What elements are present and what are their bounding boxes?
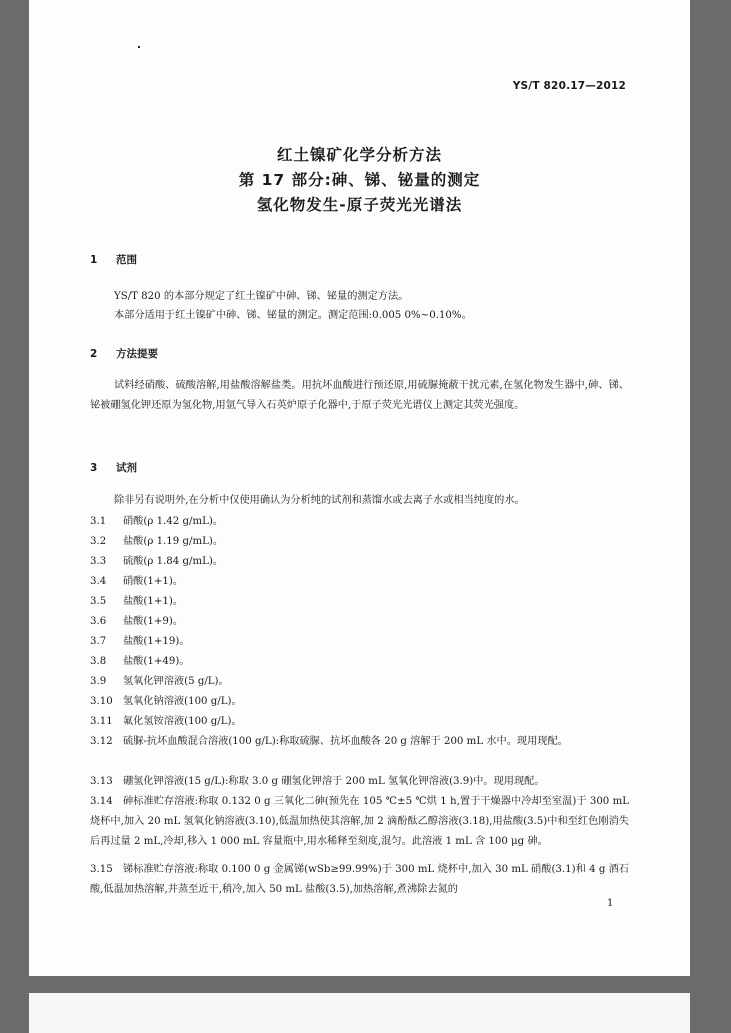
reagent-item	[90, 860, 629, 900]
reagent-text: 盐酸(ρ 1.19 g/mL)。	[123, 536, 224, 547]
title-line-1: 红土镍矿化学分析方法	[276, 146, 442, 164]
reagent-item	[90, 652, 629, 672]
next-page-edge	[29, 993, 690, 1033]
title-line-3: 氢化物发生-原子荧光光谱法	[256, 196, 463, 214]
reagent-item	[90, 612, 629, 632]
reagent-number: 3.1	[90, 516, 107, 527]
reagent-item	[90, 692, 629, 712]
reagent-item	[90, 632, 629, 652]
reagent-number: 3.10	[90, 696, 113, 707]
reagent-number: 3.9	[90, 676, 107, 687]
reagent-item	[90, 552, 629, 572]
reagent-text: 盐酸(1+49)。	[123, 656, 190, 667]
reagent-number: 3.15	[90, 864, 113, 875]
reagent-number: 3.6	[90, 616, 107, 627]
reagent-text: 硫脲-抗坏血酸混合溶液(100 g/L):称取硫脲、抗坏血酸各 20 g 溶解于 200 mL 水中。现用现配。	[123, 736, 568, 747]
reagent-number: 3.13	[90, 776, 113, 787]
reagent-text: 硼氢化钾溶液(15 g/L):称取 3.0 g 硼氢化钾溶于 200 mL 氢氧化钾溶液(3.9)中。现用现配。	[123, 776, 545, 787]
reagent-number: 3.7	[90, 636, 107, 647]
section-2-heading	[90, 346, 158, 361]
section-title: 方法提要	[116, 348, 158, 360]
scope-paragraph-2: 本部分适用于红土镍矿中砷、锑、铋量的测定。测定范围:0.005 0%~0.10%。	[114, 310, 472, 321]
reagent-item	[90, 672, 629, 692]
standard-code: YS/T 820.17—2012	[512, 80, 626, 92]
reagent-number: 3.3	[90, 556, 107, 567]
reagent-text: 盐酸(1+19)。	[123, 636, 190, 647]
reagent-text: 硝酸(1+1)。	[123, 576, 184, 587]
reagent-number: 3.5	[90, 596, 107, 607]
scan-speck	[138, 46, 140, 48]
reagent-item	[90, 732, 629, 752]
reagent-number: 3.11	[90, 716, 113, 727]
reagent-text: 砷标准贮存溶液:称取 0.132 0 g 三氧化二砷(预先在 105 ℃±5 ℃烘 1 h,置于干燥器中冷却至室温)于 300 mL 烧杯中,加入 20 mL 氢氧化钠溶液(3.10),低温加热使其溶解,加 2 滴酚酞乙醇溶液(3.18),用盐酸(3.5)中和至红色刚消失后再过量 2 mL,冷却,移入 1 000 mL 容量瓶中,用水稀释至刻度,混匀。此溶液 1 mL 含 100 μg 砷。	[90, 796, 629, 847]
reagent-item	[90, 772, 629, 792]
reagent-text: 硝酸(ρ 1.42 g/mL)。	[123, 516, 224, 527]
reagent-item	[90, 572, 629, 592]
reagent-item	[90, 512, 629, 532]
reagent-number: 3.2	[90, 536, 107, 547]
reagent-text: 盐酸(1+1)。	[123, 596, 184, 607]
section-1-heading	[90, 252, 137, 267]
reagent-item	[90, 532, 629, 552]
reagent-text: 盐酸(1+9)。	[123, 616, 184, 627]
reagent-item	[90, 712, 629, 732]
reagent-item	[90, 792, 629, 852]
reagent-text: 氟化氢铵溶液(100 g/L)。	[123, 716, 242, 727]
title-line-2: 第 17 部分:砷、锑、铋量的测定	[238, 171, 481, 189]
section-number: 2	[90, 348, 98, 360]
section-title: 范围	[116, 254, 137, 266]
reagent-number: 3.14	[90, 796, 113, 807]
principle-paragraph: 试料经硝酸、硫酸溶解,用盐酸溶解盐类。用抗坏血酸进行预还原,用硫脲掩蔽干扰元素,在氢化物发生器中,砷、锑、铋被硼氢化钾还原为氢化物,用氩气导入石英炉原子化器中,于原子荧光光谱仪上测定其荧光强度。	[90, 380, 629, 411]
document-page	[29, 0, 690, 976]
reagent-number: 3.4	[90, 576, 107, 587]
reagent-text: 锑标准贮存溶液:称取 0.100 0 g 金属锑(wSb≥99.99%)于 300 mL 烧杯中,加入 30 mL 硝酸(3.1)和 4 g 酒石酸,低温加热溶解,并蒸至近干,稍冷,加入 50 mL 盐酸(3.5),加热溶解,煮沸除去氮的	[90, 864, 629, 895]
reagent-number: 3.8	[90, 656, 107, 667]
section-title: 试剂	[116, 462, 137, 474]
reagent-item	[90, 592, 629, 612]
section-3-heading	[90, 460, 137, 475]
reagent-text: 氢氧化钾溶液(5 g/L)。	[123, 676, 229, 687]
reagents-intro: 除非另有说明外,在分析中仅使用确认为分析纯的试剂和蒸馏水或去离子水或相当纯度的水。	[114, 495, 525, 506]
section-number: 1	[90, 254, 98, 266]
reagent-text: 硫酸(ρ 1.84 g/mL)。	[123, 556, 224, 567]
reagent-text: 氢氧化钠溶液(100 g/L)。	[123, 696, 242, 707]
scope-paragraph-1: YS/T 820 的本部分规定了红土镍矿中砷、锑、铋量的测定方法。	[114, 291, 409, 302]
page-number: 1	[607, 898, 614, 909]
section-number: 3	[90, 462, 98, 474]
reagent-number: 3.12	[90, 736, 113, 747]
